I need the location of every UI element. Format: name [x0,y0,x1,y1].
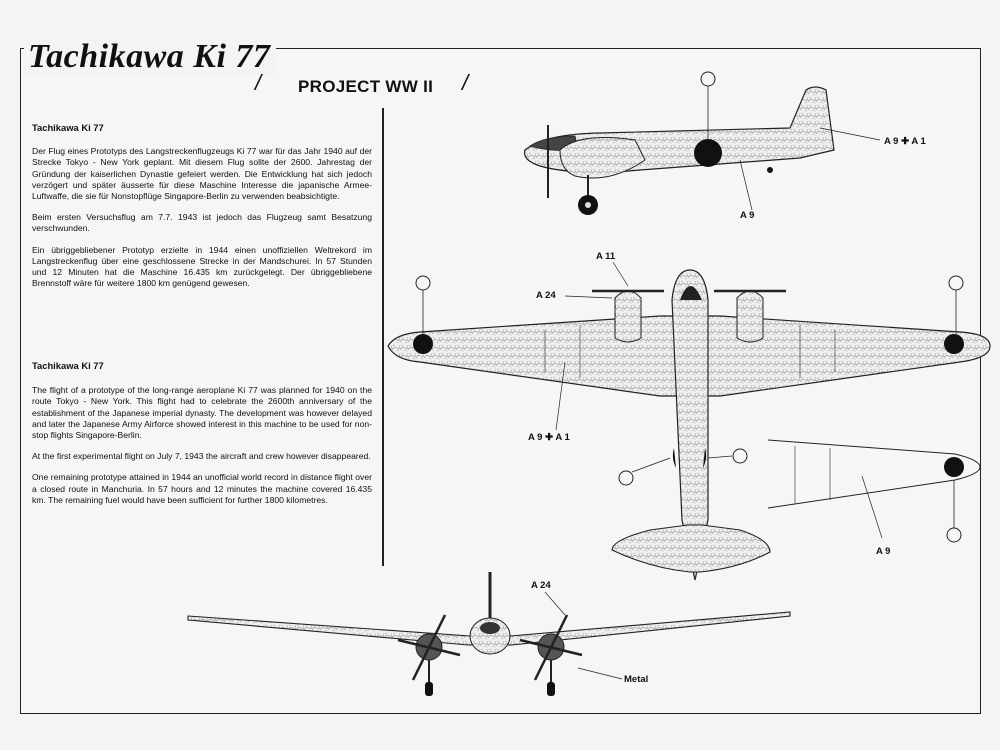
front-wheel-left [425,682,433,696]
english-paragraph: The flight of a prototype of the long-range aeroplane Ki 77 was planned for 1940 on the route Tokyo - New York. This flight had to celebrate the 2600th anniversary of the establishment of the Japanese imperial dynasty. The development was however delayed and later the Japanese Army Airforce showed interest in this machine to be used for non-stop flights Singapore-Berlin. [32,385,372,441]
top-tailplane [612,525,770,572]
callout-front-a24: A 24 [531,580,551,591]
side-view [525,72,880,215]
english-heading: Tachikawa Ki 77 [32,360,104,371]
callout-underwing: A 9 [876,546,891,557]
callout-a11: A 11 [596,251,616,262]
german-paragraph: Der Flug eines Prototyps des Langstreckenflugzeugs Ki 77 war für das Jahr 1940 auf der Strecke Tokyo - New York geplant. Mit diesem Flug sollte der 2600. Jahrestag der Gründung der kaiserlichen Dynastie gefeiert werden. Die Entwicklung hat sich jedoch verzögert und später äusserte für diese Maschine Interesse die japanische Armee-Luftwaffe, die sie für Nonstopflüge Singapore-Berlin zu verwenden beabsichtigte. [32,146,372,202]
top-view [388,262,990,580]
callout-metal: Metal [624,674,649,685]
title-separator-right: / [462,70,469,95]
page-title: Tachikawa Ki 77 [24,38,276,76]
front-view [188,572,790,696]
side-tail-wheel [767,167,773,173]
english-paragraph: At the first experimental flight on July 7, 1943 the aircraft and crew however disappeared. [32,451,371,462]
german-heading: Tachikawa Ki 77 [32,122,104,133]
top-hinomaru-left [413,334,433,354]
callout-top-wing: A 9 ✚ A 1 [528,432,570,443]
project-label: PROJECT WW II [298,77,434,96]
title-separator-left: / [255,70,262,95]
underwing-hinomaru [944,457,964,477]
top-nacelle-right [737,291,763,342]
german-paragraph: Beim ersten Versuchsflug am 7.7. 1943 ist jedoch das Flugzeug samt Besatzung verschwunden. [32,212,372,234]
front-wheel-right [547,682,555,696]
callout-side-body: A 9 [740,210,755,221]
top-nacelle-left [615,291,641,342]
side-callout-ring [701,72,715,86]
underwing-detail [768,440,980,542]
callout-a24: A 24 [536,290,556,301]
top-hinomaru-right [944,334,964,354]
english-paragraph: One remaining prototype attained in 1944 an unofficial world record in distance flight over a closed route in Manchuria. In 57 hours and 12 minutes the machine covered 16.435 km. The remaining fuel would have been sufficient for further 1800 kilometres. [32,472,372,505]
side-hinomaru [694,139,722,167]
callout-side-tail: A 9 ✚ A 1 [884,136,926,147]
german-paragraph: Ein übriggebliebener Prototyp erzielte in 1944 einen unoffiziellen Weltrekord im Langstreckenflug über eine geschlossene Strecke in der Mandschurei. In 57 Stunden und 12 Minuten hat die Maschine 16.435 km zurückgelegt. Der übriggebliebene Brennstoff wäre für weitere 1800 km genügend gewesen. [32,244,372,289]
side-nacelle [560,138,645,178]
